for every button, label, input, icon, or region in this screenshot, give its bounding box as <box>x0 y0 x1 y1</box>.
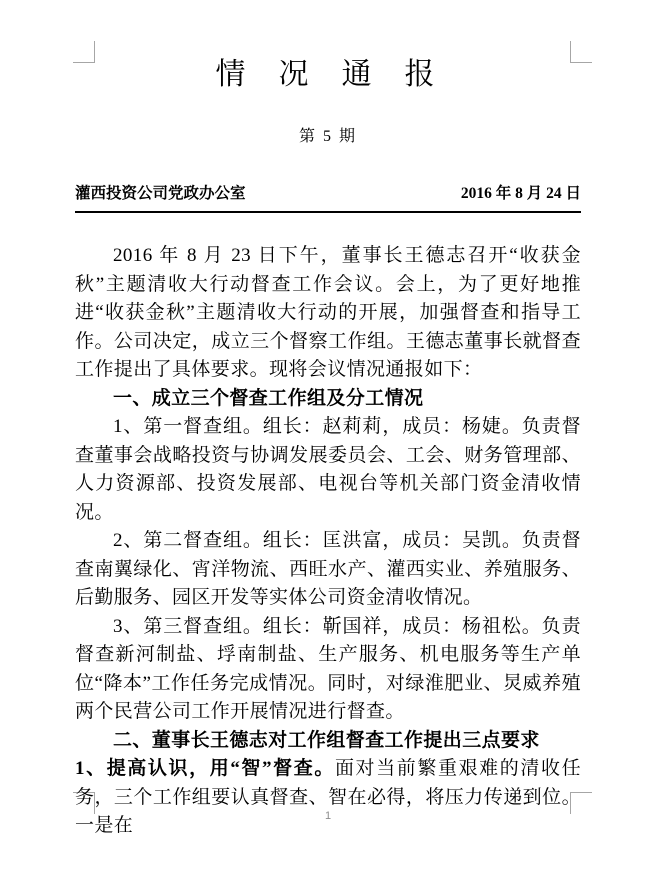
body-paragraph <box>75 755 581 841</box>
body-paragraph: 3、第三督查组。组长：靳国祥，成员：杨祖松。负责督查新河制盐、垺南制盐、生产服务、机电服务等生产单位“降本”工作任务完成情况。同时，对绿淮肥业、炅威养殖两个民营公司工作开展情况进行督查。 <box>75 615 581 722</box>
body-paragraph: 2016 年 8 月 23 日下午，董事长王德志召开“收获金秋”主题清收大行动督查工作会议。会上，为了更好地推进“收获金秋”主题清收大行动的开展，加强督查和指导工作。公司决定，成立三个督察工作组。王德志董事长就督查工作提出了具体要求。现将会议情况通报如下： <box>75 245 581 380</box>
page-number: 1 <box>324 810 332 822</box>
section-heading: 一、成立三个督查工作组及分工情况 <box>113 387 424 409</box>
document-body <box>75 242 581 841</box>
masthead <box>75 184 581 204</box>
masthead-rule <box>75 211 581 213</box>
document-title: 情 况 通 报 <box>215 58 441 91</box>
section-heading: 二、董事长王德志对工作组督查工作提出三点要求 <box>113 729 540 751</box>
issuing-office: 灌西投资公司党政办公室 <box>75 185 246 202</box>
document-content <box>75 0 581 841</box>
issue-number: 第 5 期 <box>298 128 357 145</box>
body-paragraph: 2、第二督查组。组长：匡洪富，成员：吴凯。负责督查南翼绿化、宵洋物流、西旺水产、灌西实业、养殖服务、后勤服务、园区开发等实体公司资金清收情况。 <box>75 530 581 608</box>
body-paragraph: 1、第一督查组。组长：赵莉莉，成员：杨婕。负责督查董事会战略投资与协调发展委员会、工会、财务管理部、人力资源部、投资发展部、电视台等机关部门资金清收情况。 <box>75 416 581 523</box>
issue-date: 2016 年 8 月 24 日 <box>460 185 581 202</box>
paragraph-text: 面对当前繁重艰难的清收任务，三个工作组要认真督查、智在必得，将压力传递到位。一是在 <box>75 758 581 836</box>
paragraph-lead: 1、提高认识，用“智”督查。 <box>75 758 335 779</box>
